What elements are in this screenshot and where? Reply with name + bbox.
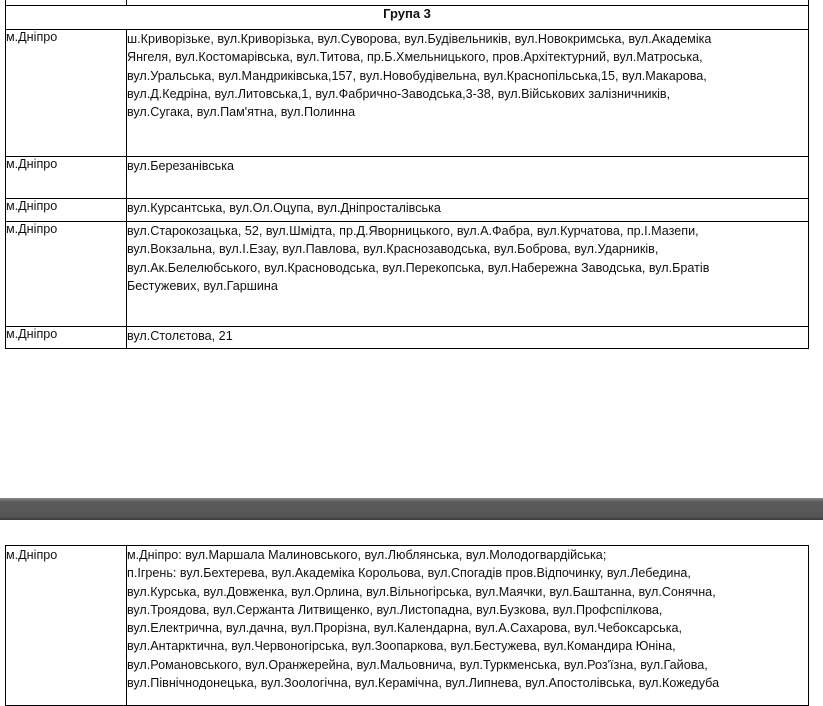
table-row: [6, 30, 809, 157]
place-cell: м.Дніпро: [6, 157, 127, 199]
place-cell: м.Дніпро: [6, 222, 127, 327]
group-header-row: [6, 6, 809, 30]
schedule-table-page-1: [5, 0, 809, 349]
streets-line: вул.Антарктична, вул.Червоногірська, вул.Зоопаркова, вул.Бестужева, вул.Командира Юніна,: [127, 639, 676, 654]
streets-cell: [127, 157, 809, 199]
streets-line: п.Ігрень: вул.Бехтерева, вул.Академіка Корольова, вул.Спогадів пров.Відпочинку, вул.Лебедина,: [127, 566, 691, 581]
place-cell: м.Дніпро: [6, 199, 127, 222]
group-title: Група 3: [6, 6, 809, 30]
streets-line: вул.Троядова, вул.Сержанта Литвищенко, вул.Листопадна, вул.Бузкова, вул.Профспілкова,: [127, 602, 663, 617]
streets-line: вул.Ак.Белелюбського, вул.Красноводська, вул.Перекопська, вул.Набережна Заводська, вул.Братів: [127, 260, 710, 275]
streets-line: вул.Курська, вул.Довженка, вул.Орлина, вул.Вільногірська, вул.Маячки, вул.Баштанна, вул.Сонячна,: [127, 584, 716, 599]
table-row: [6, 546, 809, 706]
streets-cell: [127, 30, 809, 157]
streets-line: вул.Курсантська, вул.Ол.Оцупа, вул.Дніпросталівська: [127, 201, 441, 215]
streets-cell: [127, 546, 809, 706]
streets-line: Янгеля, вул.Костомарівська, вул.Титова, пр.Б.Хмельницького, пров.Архітектурний, вул.Матроська,: [127, 50, 703, 65]
streets-line: вул.Березанівська: [127, 159, 235, 173]
place-cell: м.Дніпро: [6, 546, 127, 706]
streets-line: вул.Столєтова, 21: [127, 329, 233, 343]
streets-cell: [127, 327, 809, 349]
streets-line: вул.Уральська, вул.Мандриківська,157, вул.Новобудівельна, вул.Краснопільська,15, вул.Макарова,: [127, 68, 707, 83]
streets-line: вул.Електрична, вул.дачна, вул.Прорізна, вул.Календарна, вул.А.Сахарова, вул.Чебоксарська,: [127, 621, 682, 636]
streets-line: вул.Північнодонецька, вул.Зоологічна, вул.Керамічна, вул.Липнева, вул.Апостолівська, вул.Кожедуба: [127, 676, 720, 691]
streets-cell: [127, 199, 809, 222]
place-cell: м.Дніпро: [6, 30, 127, 157]
streets-line: вул.Д.Кедріна, вул.Литовська,1, вул.Фабрично-Заводська,3-38, вул.Військових залізничників,: [127, 86, 671, 101]
streets-line: вул.Романовського, вул.Оранжерейна, вул.Мальовнича, вул.Туркменська, вул.Роз'їзна, вул.Гайова,: [127, 657, 708, 672]
table-row: [6, 327, 809, 349]
streets-line: вул.Старокозацька, 52, вул.Шмідта, пр.Д.Яворницького, вул.А.Фабра, вул.Курчатова, пр.І.Мазепи,: [127, 224, 699, 238]
page-separator: [0, 498, 823, 520]
streets-line: вул.Сугака, вул.Пам'ятна, вул.Полинна: [127, 105, 356, 120]
streets-line: Бестужевих, вул.Гаршина: [127, 278, 278, 293]
streets-line: вул.Вокзальна, вул.І.Езау, вул.Павлова, вул.Краснозаводська, вул.Боброва, вул.Ударників,: [127, 242, 659, 257]
streets-line: ш.Криворізьке, вул.Криворізька, вул.Суворова, вул.Будівельників, вул.Новокримська, вул.Академіка: [127, 32, 712, 46]
schedule-table-page-2: [5, 545, 809, 706]
place-cell: м.Дніпро: [6, 327, 127, 349]
document-page-2: [0, 520, 823, 701]
streets-cell: [127, 222, 809, 327]
table-row: [6, 199, 809, 222]
table-row: [6, 157, 809, 199]
streets-line: м.Дніпро: вул.Маршала Малиновського, вул.Люблянська, вул.Молодогвардійська;: [127, 548, 607, 562]
table-row: [6, 222, 809, 327]
